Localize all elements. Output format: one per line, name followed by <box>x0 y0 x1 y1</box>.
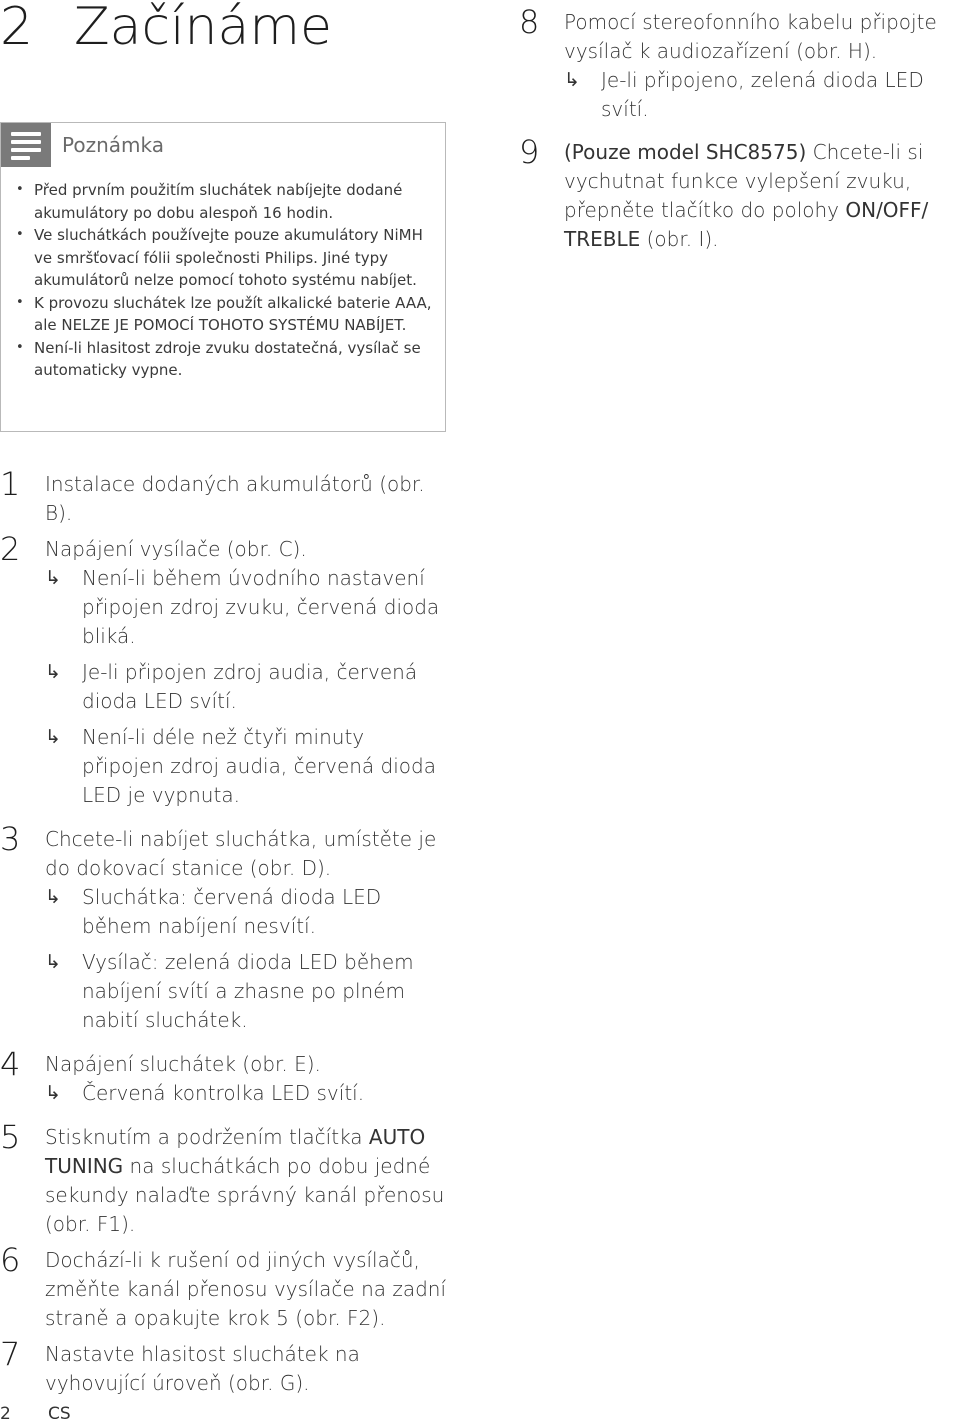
step-8 <box>519 3 960 124</box>
step-1 <box>0 465 452 528</box>
step-text: Instalace dodaných akumulátorů (obr. B). <box>45 472 425 525</box>
step-3 <box>0 820 452 1035</box>
step-key-label: TREBLE <box>564 227 641 251</box>
result-arrow-icon: ↳ <box>564 69 580 91</box>
step-key-label: ON/OFF/ <box>845 198 929 222</box>
steps-list-left <box>0 465 452 1398</box>
step-number: 3 <box>0 820 21 858</box>
step-4 <box>0 1045 452 1108</box>
chapter-number: 2 <box>0 0 34 57</box>
note-item: • Před prvním použitím sluchátek nabíjejte dodané akumulátory po dobu alespoň 16 hodin. <box>16 181 403 222</box>
page-number: 2 <box>0 1404 11 1424</box>
note-list <box>13 179 439 382</box>
step-2 <box>0 530 452 810</box>
note-box <box>0 122 446 432</box>
step-text: Chcete-li si vychutnat funkce vylepšení zvuku, přepněte tlačítko do polohy <box>564 140 924 222</box>
note-item: • Není-li hlasitost zdroje zvuku dostatečná, vysílač se automaticky vypne. <box>16 338 421 379</box>
step-5 <box>0 1118 452 1239</box>
step-number: 2 <box>0 530 21 568</box>
note-item: • Ve sluchátkách používejte pouze akumulátory NiMH ve smršťovací fólii společnosti Philips. Jiné typy akumulátorů nelze pomocí tohoto systému nabíjet. <box>16 226 423 289</box>
step-number: 4 <box>0 1045 21 1083</box>
steps-list-right <box>519 3 960 254</box>
step-text: Napájení sluchátek (obr. E). <box>45 1052 321 1076</box>
chapter-title-text: Začínáme <box>74 0 332 57</box>
step-result: ↳ Červená kontrolka LED svítí. <box>45 1079 452 1108</box>
result-arrow-icon: ↳ <box>45 661 61 683</box>
step-text: Nastavte hlasitost sluchátek na vyhovující úroveň (obr. G). <box>45 1342 360 1395</box>
language-code: CS <box>48 1404 71 1424</box>
step-result: ↳ Je-li připojen zdroj audia, červená dioda LED svítí. <box>45 660 418 713</box>
step-number: 5 <box>0 1118 21 1156</box>
result-arrow-icon: ↳ <box>45 1082 61 1104</box>
step-text: Dochází-li k rušení od jiných vysílačů, změňte kanál přenosu vysílače na zadní straně a opakujte krok 5 (obr. F2). <box>45 1248 447 1330</box>
step-number: 8 <box>519 3 540 41</box>
step-7 <box>0 1335 452 1398</box>
result-arrow-icon: ↳ <box>45 951 61 973</box>
step-number: 1 <box>0 465 21 503</box>
chapter-title <box>0 0 332 57</box>
step-result: ↳ Sluchátka: červená dioda LED během nabíjení nesvítí. <box>45 885 382 938</box>
result-arrow-icon: ↳ <box>45 567 61 589</box>
page-footer <box>0 1404 71 1424</box>
step-text: Pomocí stereofonního kabelu připojte vysílač k audiozařízení (obr. H). <box>564 10 937 63</box>
note-label: Poznámka <box>62 133 164 157</box>
step-model-label: (Pouze model SHC8575) <box>564 140 807 164</box>
step-9 <box>519 133 960 254</box>
step-result: ↳ Vysílač: zelená dioda LED během nabíjení svítí a zhasne po plném nabití sluchátek. <box>45 950 414 1032</box>
step-key-label: AUTO TUNING <box>45 1125 426 1178</box>
note-item: • K provozu sluchátek lze použít alkalické baterie AAA, ale NELZE JE POMOCÍ TOHOTO SYSTÉMU NABÍJET. <box>16 293 432 334</box>
step-number: 7 <box>0 1335 21 1373</box>
step-result: ↳ Není-li během úvodního nastavení připojen zdroj zvuku, červená dioda bliká. <box>45 566 440 648</box>
step-text: Stisknutím a podržením tlačítka <box>45 1125 363 1149</box>
step-text: Napájení vysílače (obr. C). <box>45 537 307 561</box>
step-number: 6 <box>0 1241 21 1279</box>
note-icon <box>1 123 51 167</box>
step-text: Chcete-li nabíjet sluchátka, umístěte je do dokovací stanice (obr. D). <box>45 827 437 880</box>
step-result: ↳ Není-li déle než čtyři minuty připojen zdroj audia, červená dioda LED je vypnuta. <box>45 725 436 807</box>
step-text: na sluchátkách po dobu jedné sekundy nalaďte správný kanál přenosu (obr. F1). <box>45 1154 445 1236</box>
step-6 <box>0 1241 452 1333</box>
step-result: ↳ Je-li připojeno, zelená dioda LED svítí. <box>564 68 924 121</box>
step-number: 9 <box>519 133 540 171</box>
result-arrow-icon: ↳ <box>45 726 61 748</box>
result-arrow-icon: ↳ <box>45 886 61 908</box>
step-text: (obr. I). <box>646 227 719 251</box>
